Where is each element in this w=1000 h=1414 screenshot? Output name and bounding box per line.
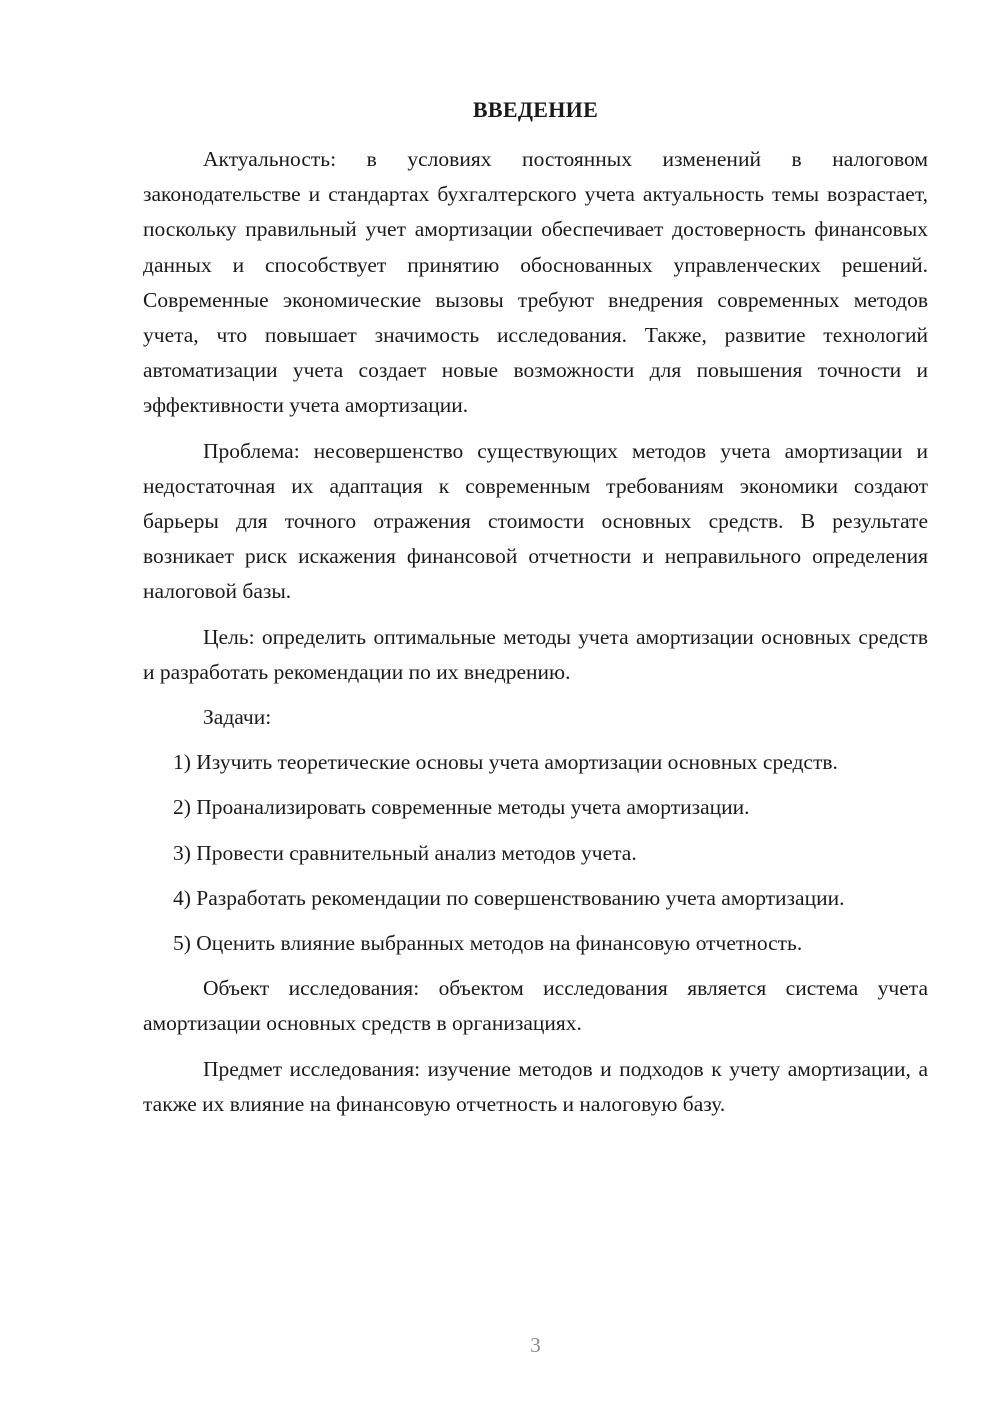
page-title: ВВЕДЕНИЕ — [472, 97, 599, 122]
list-item-task-5: 5) Оценить влияние выбранных методов на финансовую отчетность. — [173, 931, 803, 956]
list-item-task-4: 4) Разработать рекомендации по совершенствованию учета амортизации. — [173, 885, 845, 910]
paragraph-relevance: Актуальность: в условиях постоянных изменений в налоговом законодательстве и стандартах бухгалтерского учета актуальность темы возрастает, поскольку правильный учет амортизации обеспечивает достоверность финансовых данных и способствует принятию обоснованных управленческих решений. Современные экономические вызовы требуют внедрения современных методов учета, что повышает значимость исследования. Также, развитие технологий автоматизации учета создает новые возможности для повышения точности и эффективности учета амортизации. — [143, 147, 928, 418]
list-item-task-2: 2) Проанализировать современные методы учета амортизации. — [173, 795, 750, 820]
paragraph-object: Объект исследования: объектом исследования является система учета амортизации основных средств в организациях. — [143, 976, 928, 1036]
paragraph-goal: Цель: определить оптимальные методы учета амортизации основных средств и разработать рекомендации по их внедрению. — [143, 624, 928, 684]
paragraph-problem: Проблема: несовершенство существующих методов учета амортизации и недостаточная их адаптация к современным требованиям экономики создают барьеры для точного отражения стоимости основных средств. В результате возникает риск искажения финансовой отчетности и неправильного определения налоговой базы. — [143, 438, 928, 604]
document-page — [143, 0, 928, 1414]
page-number: 3 — [530, 1333, 541, 1357]
list-item-task-3: 3) Провести сравнительный анализ методов учета. — [173, 840, 637, 865]
paragraph-subject: Предмет исследования: изучение методов и подходов к учету амортизации, а также их влияние на финансовую отчетность и налоговую базу. — [143, 1056, 928, 1116]
document-body — [143, 142, 928, 1132]
list-item-task-1: 1) Изучить теоретические основы учета амортизации основных средств. — [173, 750, 838, 775]
paragraph-tasks-label: Задачи: — [203, 705, 272, 730]
